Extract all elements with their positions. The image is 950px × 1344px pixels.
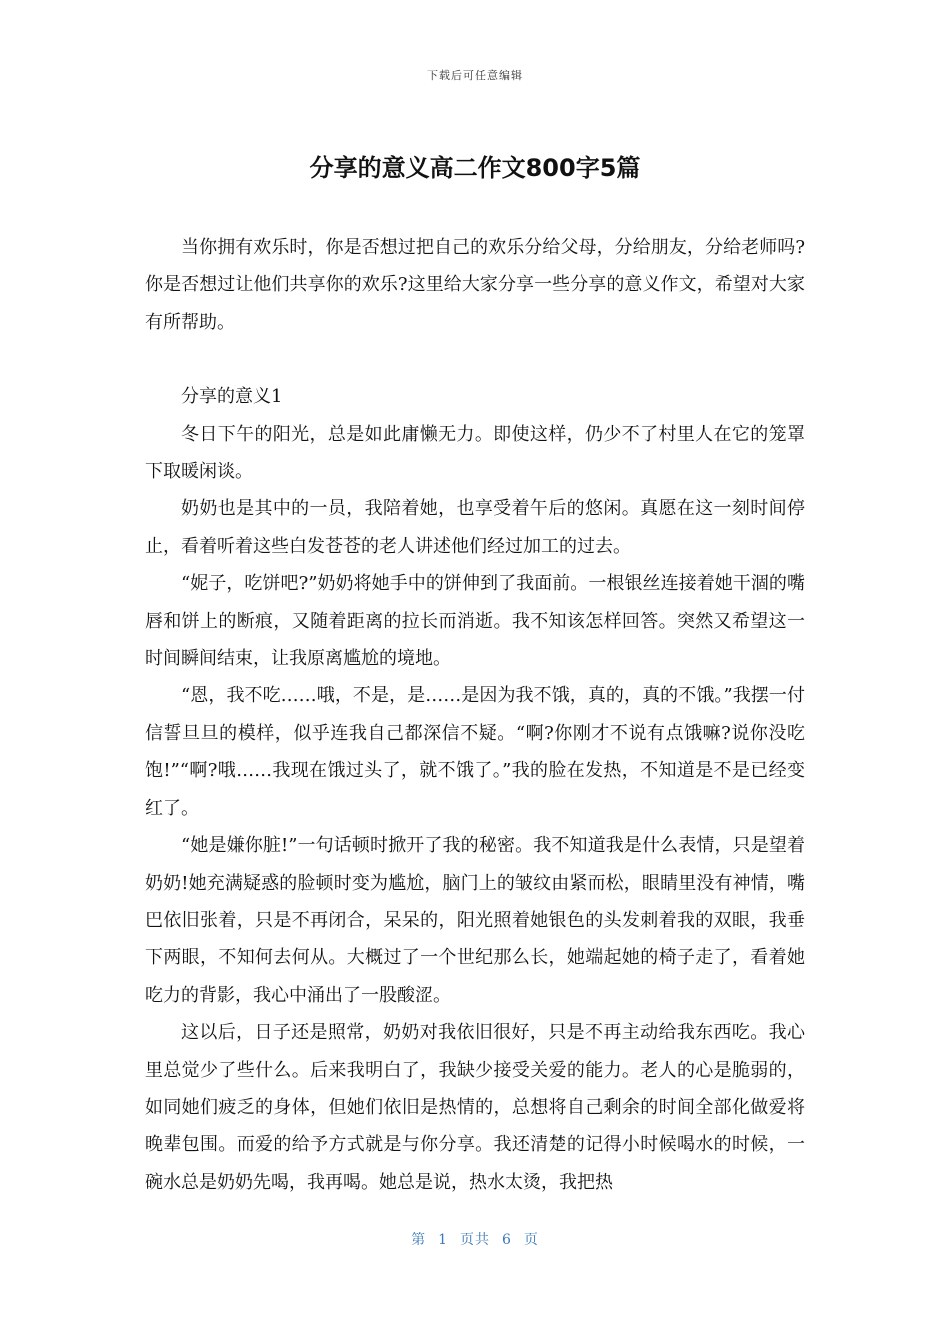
section-heading: 分享的意义1 <box>181 386 283 408</box>
page-footer <box>0 1229 950 1249</box>
document-title: 分享的意义高二作文800字5篇 <box>309 154 641 182</box>
footer-current-page: 1 <box>438 1232 448 1248</box>
footer-prefix: 第 <box>411 1232 427 1248</box>
body-paragraph: “妮子，吃饼吧?”奶奶将她手中的饼伸到了我面前。一根银丝连接着她干涸的嘴唇和饼上的断痕，又随着距离的拉长而消逝。我不知该怎样回答。突然又希望这一时间瞬间结束，让我原离尴尬的境地。 <box>145 573 805 670</box>
paragraph-gap <box>145 341 805 378</box>
document-body <box>145 229 805 1201</box>
footer-suffix: 页 <box>523 1232 539 1248</box>
body-paragraph: 冬日下午的阳光，总是如此庸懒无力。即使这样，仍少不了村里人在它的笼罩下取暖闲谈。 <box>145 423 805 483</box>
body-paragraph: “恩，我不吃……哦，不是，是……是因为我不饿，真的，真的不饿。”我摆一付信誓旦旦的模样，似乎连我自己都深信不疑。“啊?你刚才不说有点饿嘛?说你没吃饱!”“啊?哦……我现在饿过头了，就不饿了。”我的脸在发热，不知道是不是已经变红了。 <box>145 685 805 819</box>
footer-total-pages: 6 <box>502 1232 512 1248</box>
body-paragraph: 奶奶也是其中的一员，我陪着她，也享受着午后的悠闲。真愿在这一刻时间停止，看着听着这些白发苍苍的老人讲述他们经过加工的过去。 <box>145 498 805 557</box>
footer-middle: 页共 <box>460 1232 490 1248</box>
body-paragraph: “她是嫌你脏!”一句话顿时掀开了我的秘密。我不知道我是什么表情，只是望着奶奶!她充满疑惑的脸顿时变为尴尬，脑门上的皱纹由紧而松，眼睛里没有神情，嘴巴依旧张着，只是不再闭合，呆呆的，阳光照着她银色的头发刺着我的双眼，我垂下两眼，不知何去何从。大概过了一个世纪那么长，她端起她的椅子走了，看着她吃力的背影，我心中涌出了一股酸涩。 <box>145 835 805 1006</box>
page-header-note: 下载后可任意编辑 <box>427 69 523 82</box>
intro-paragraph: 当你拥有欢乐时，你是否想过把自己的欢乐分给父母，分给朋友，分给老师吗?你是否想过让他们共享你的欢乐?这里给大家分享一些分享的意义作文，希望对大家有所帮助。 <box>145 237 805 333</box>
body-paragraph: 这以后，日子还是照常，奶奶对我依旧很好，只是不再主动给我东西吃。我心里总觉少了些什么。后来我明白了，我缺少接受关爱的能力。老人的心是脆弱的，如同她们疲乏的身体，但她们依旧是热情的，总想将自己剩余的时间全部化做爱将晚辈包围。而爱的给予方式就是与你分享。我还清楚的记得小时候喝水的时候，一碗水总是奶奶先喝，我再喝。她总是说，热水太烫，我把热 <box>145 1022 805 1193</box>
